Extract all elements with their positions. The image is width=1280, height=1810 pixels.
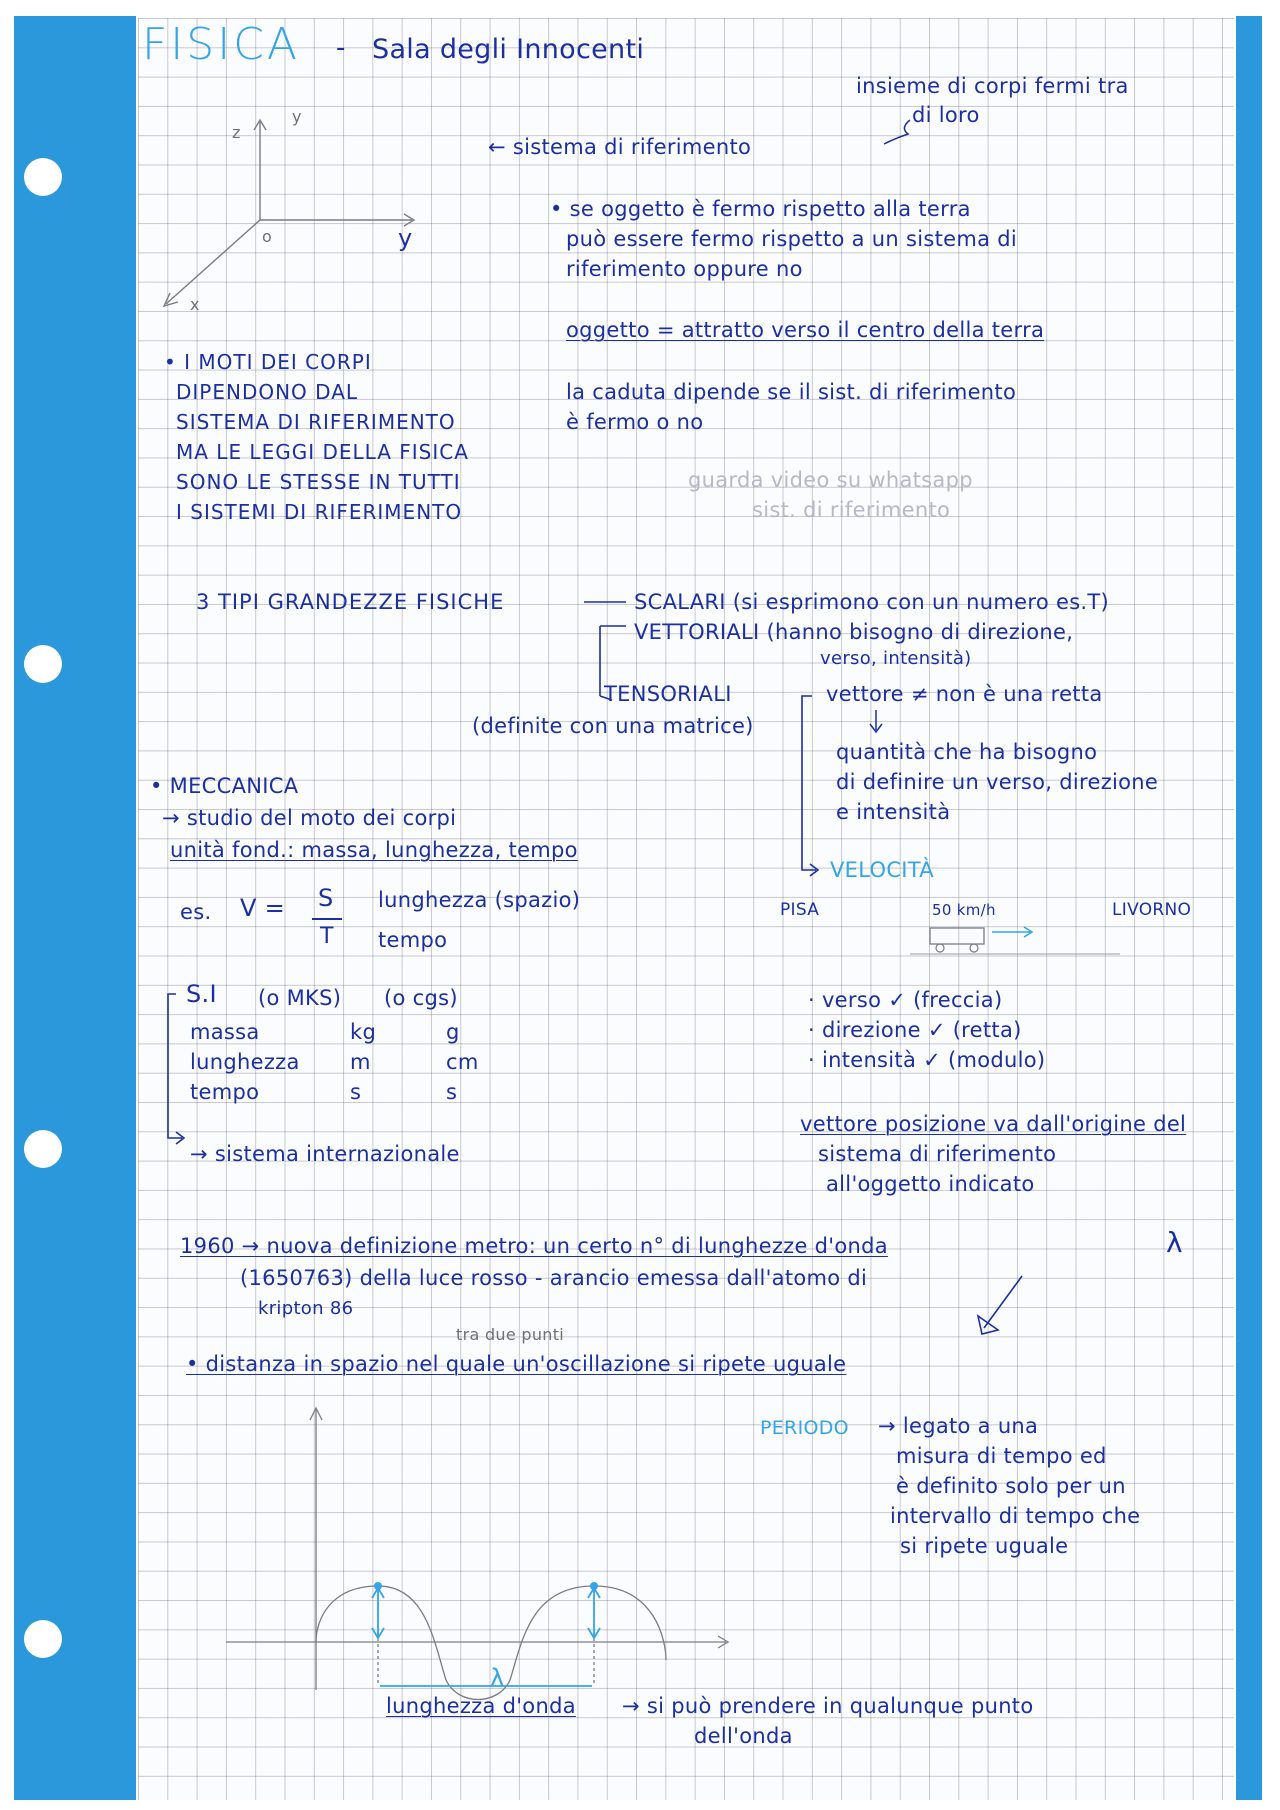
punch-hole (24, 1130, 62, 1168)
position-line-1: vettore posizione va dall'origine del (800, 1112, 1187, 1136)
units-bracket (160, 990, 190, 1150)
vettoriali-line-1: VETTORIALI (hanno bisogno di direzione, (634, 620, 1074, 644)
prop-verso: · verso ✓ (freccia) (808, 988, 1003, 1012)
meter-line-3: kripton 86 (258, 1298, 354, 1319)
wave-note-2: dell'onda (694, 1724, 793, 1748)
reference-arrow-label: ← sistema di riferimento (488, 135, 752, 159)
definition-brace (880, 118, 920, 148)
position-line-2: sistema di riferimento (818, 1142, 1057, 1166)
fall-line-2: è fermo o no (566, 410, 704, 434)
bullet-line-1: • se oggetto è fermo rispetto alla terra (550, 197, 971, 221)
position-line-3: all'oggetto indicato (826, 1172, 1035, 1196)
wave-note-1: → si può prendere in qualunque punto (622, 1694, 1034, 1718)
vettore-line-3: di definire un verso, direzione (836, 770, 1159, 794)
wave-length-label: lunghezza d'onda (386, 1694, 576, 1718)
period-label: PERIODO (760, 1417, 849, 1439)
motion-line: • I MOTI DEI CORPI (164, 350, 372, 374)
page-subtitle: Sala degli Innocenti (372, 34, 645, 65)
period-line-5: si ripete uguale (900, 1534, 1069, 1558)
formula-denominator: T (320, 924, 334, 949)
units-row-cgs: cm (446, 1050, 479, 1074)
subject-title: FISICA (142, 19, 301, 70)
formula-numerator: S (318, 884, 334, 912)
prop-intensita: · intensità ✓ (modulo) (808, 1048, 1046, 1072)
object-line: oggetto = attratto verso il centro della terra (566, 318, 1045, 342)
vettore-line-4: e intensità (836, 800, 951, 824)
units-header-cgs: (o cgs) (384, 986, 458, 1010)
motion-line: SISTEMA DI RIFERIMENTO (176, 410, 456, 434)
units-row-mks: s (350, 1080, 362, 1104)
tensoriali-note: (definite con una matrice) (472, 714, 754, 738)
motion-line: DIPENDONO DAL (176, 380, 359, 404)
units-row-cgs: g (446, 1020, 460, 1044)
quantities-title: 3 TIPI GRANDEZZE FISICHE (196, 590, 505, 614)
vettore-line-1: vettore ≠ non è una retta (826, 682, 1103, 706)
down-arrow-icon (866, 708, 886, 736)
vettoriali-line-2: verso, intensità) (820, 648, 972, 669)
axis-z-label: z (232, 123, 241, 142)
axis-y-top-label: y (292, 107, 302, 126)
pencil-note: tra due punti (456, 1325, 565, 1344)
velocita-label: VELOCITÀ (830, 858, 934, 882)
axis-y-label: y (398, 224, 413, 252)
numerator-description: lunghezza (spazio) (378, 888, 581, 912)
meter-lambda: λ (1166, 1226, 1183, 1259)
prop-direzione: · direzione ✓ (retta) (808, 1018, 1022, 1042)
axis-origin-label: o (262, 227, 273, 246)
formula-v: V = (240, 894, 286, 922)
livorno-label: LIVORNO (1112, 900, 1192, 920)
fraction-bar (312, 918, 342, 920)
title-dash: - (336, 33, 346, 63)
right-margin-band (1236, 16, 1262, 1800)
definition-line-2: di loro (912, 103, 980, 127)
faint-note-2: sist. di riferimento (752, 498, 951, 522)
punch-hole (24, 1620, 62, 1658)
left-margin-band (14, 16, 136, 1800)
formula-es: es. (180, 900, 212, 924)
car-sketch (900, 920, 1130, 960)
units-header-mks: (o MKS) (258, 986, 342, 1010)
wave-lambda: λ (490, 1664, 505, 1692)
units-row-mks: m (350, 1050, 371, 1074)
motion-line: SONO LE STESSE IN TUTTI (176, 470, 461, 494)
meter-line-2: (1650763) della luce rosso - arancio emessa dall'atomo di (240, 1266, 868, 1290)
meter-arrow (970, 1272, 1030, 1342)
units-row-name: massa (190, 1020, 260, 1044)
speed-label: 50 km/h (932, 901, 996, 919)
bullet-line-2: può essere fermo rispetto a un sistema di (566, 227, 1018, 251)
pisa-label: PISA (780, 900, 820, 920)
units-footer: → sistema internazionale (190, 1142, 460, 1166)
mechanics-line-1: → studio del moto dei corpi (162, 806, 457, 830)
scalari-line: SCALARI (si esprimono con un numero es.T) (634, 590, 1110, 614)
distance-line: • distanza in spazio nel quale un'oscillazione si ripete uguale (186, 1352, 847, 1376)
vettore-line-2: quantità che ha bisogno (836, 740, 1098, 764)
meter-line-1: 1960 → nuova definizione metro: un certo n° di lunghezze d'onda (180, 1234, 888, 1258)
period-line-4: intervallo di tempo che (890, 1504, 1141, 1528)
units-row-mks: kg (350, 1020, 377, 1044)
motion-line: I SISTEMI DI RIFERIMENTO (176, 500, 463, 524)
definition-line-1: insieme di corpi fermi tra (856, 74, 1129, 98)
motion-line: MA LE LEGGI DELLA FISICA (176, 440, 469, 464)
punch-hole (24, 158, 62, 196)
period-line-3: è definito solo per un (896, 1474, 1126, 1498)
tensoriali-label: TENSORIALI (604, 682, 732, 706)
denominator-description: tempo (378, 928, 448, 952)
wave-diagram (220, 1400, 740, 1700)
mechanics-line-2: unità fond.: massa, lunghezza, tempo (170, 838, 578, 862)
axis-x-label: x (190, 295, 200, 314)
punch-hole (24, 645, 62, 683)
units-row-cgs: s (446, 1080, 458, 1104)
fall-line-1: la caduta dipende se il sist. di riferimento (566, 380, 1017, 404)
bullet-line-3: riferimento oppure no (566, 257, 803, 281)
mechanics-title: • MECCANICA (150, 774, 299, 798)
faint-note-1: guarda video su whatsapp (688, 468, 973, 492)
period-line-1: → legato a una (878, 1414, 1039, 1438)
units-header-si: S.I (186, 980, 217, 1008)
units-row-name: tempo (190, 1080, 260, 1104)
units-row-name: lunghezza (190, 1050, 300, 1074)
period-line-2: misura di tempo ed (896, 1444, 1107, 1468)
